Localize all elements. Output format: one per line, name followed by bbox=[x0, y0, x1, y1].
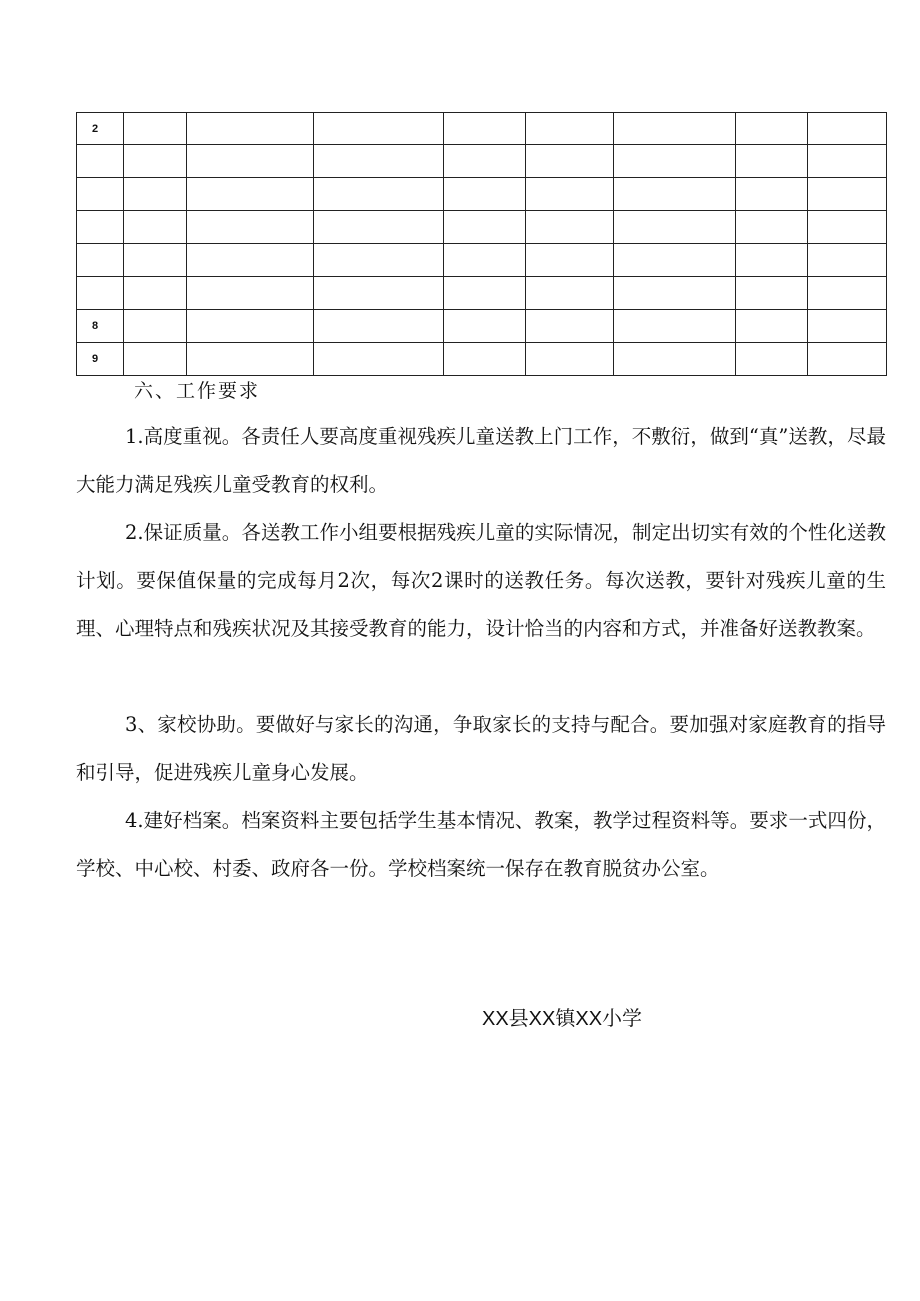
table-cell bbox=[614, 178, 736, 211]
table-cell bbox=[187, 277, 314, 310]
table-row bbox=[77, 113, 887, 145]
table-row bbox=[77, 244, 887, 277]
requirement-paragraph-1: 1.高度重视。各责任人要高度重视残疾儿童送教上门工作，不敷衍，做到“真”送教，尽最大能力满足残疾儿童受教育的权利。 bbox=[76, 425, 886, 496]
table-cell bbox=[124, 113, 187, 145]
table-cell bbox=[314, 277, 444, 310]
table-cell bbox=[187, 145, 314, 178]
requirement-paragraph-3: 3、家校协助。要做好与家长的沟通，争取家长的支持与配合。要加强对家庭教育的指导和引导，促进残疾儿童身心发展。 bbox=[76, 713, 886, 784]
table-cell bbox=[736, 145, 808, 178]
table-cell bbox=[124, 310, 187, 343]
table-cell bbox=[526, 211, 614, 244]
table-cell bbox=[736, 211, 808, 244]
table-cell bbox=[526, 178, 614, 211]
table-cell bbox=[444, 244, 526, 277]
table-cell bbox=[736, 277, 808, 310]
row-number-cell bbox=[77, 145, 124, 178]
table-cell bbox=[736, 178, 808, 211]
row-number-cell bbox=[77, 277, 124, 310]
requirement-paragraph-2: 2.保证质量。各送教工作小组要根据残疾儿童的实际情况，制定出切实有效的个性化送教计划。要保值保量的完成每月2次，每次2课时的送教任务。每次送教，要针对残疾儿童的生理、心理特点和残疾状况及其接受教育的能力，设计恰当的内容和方式，并准备好送教教案。 bbox=[76, 521, 886, 640]
row-number-cell bbox=[77, 178, 124, 211]
table-cell bbox=[526, 145, 614, 178]
table-cell bbox=[736, 113, 808, 145]
table-row bbox=[77, 277, 887, 310]
section-heading: 六、工作要求 bbox=[134, 380, 261, 402]
table-cell bbox=[614, 277, 736, 310]
table-cell bbox=[614, 310, 736, 343]
table-cell bbox=[187, 244, 314, 277]
table-cell bbox=[808, 113, 887, 145]
table-cell bbox=[736, 343, 808, 376]
school-signature: XX县XX镇XX小学 bbox=[482, 1008, 643, 1030]
table-cell bbox=[808, 343, 887, 376]
student-table bbox=[76, 112, 887, 376]
table-cell bbox=[124, 178, 187, 211]
table-cell bbox=[314, 211, 444, 244]
table-cell bbox=[526, 277, 614, 310]
table-cell bbox=[444, 343, 526, 376]
table-cell bbox=[808, 310, 887, 343]
table-cell bbox=[444, 277, 526, 310]
table-cell bbox=[187, 178, 314, 211]
table-cell bbox=[187, 113, 314, 145]
table-cell bbox=[808, 211, 887, 244]
table-cell bbox=[444, 113, 526, 145]
table-row bbox=[77, 211, 887, 244]
table-cell bbox=[526, 310, 614, 343]
table-row bbox=[77, 145, 887, 178]
table-cell bbox=[808, 277, 887, 310]
table-cell bbox=[614, 211, 736, 244]
row-number-cell bbox=[77, 244, 124, 277]
row-number-cell bbox=[77, 211, 124, 244]
table-cell bbox=[526, 244, 614, 277]
row-number-cell: 2 bbox=[77, 113, 124, 145]
table-cell bbox=[187, 310, 314, 343]
table-cell bbox=[614, 343, 736, 376]
table-cell bbox=[444, 310, 526, 343]
table-cell bbox=[124, 145, 187, 178]
row-number-cell: 9 bbox=[77, 343, 124, 376]
table-cell bbox=[314, 145, 444, 178]
table-cell bbox=[526, 343, 614, 376]
table-row bbox=[77, 310, 887, 343]
table-cell bbox=[444, 211, 526, 244]
table-cell bbox=[187, 343, 314, 376]
table-cell bbox=[614, 113, 736, 145]
table-cell bbox=[614, 145, 736, 178]
table-cell bbox=[187, 211, 314, 244]
table-cell bbox=[124, 211, 187, 244]
requirement-paragraph-4: 4.建好档案。档案资料主要包括学生基本情况、教案，教学过程资料等。要求一式四份，学校、中心校、村委、政府各一份。学校档案统一保存在教育脱贫办公室。 bbox=[76, 809, 886, 880]
table-cell bbox=[736, 244, 808, 277]
table-cell bbox=[314, 244, 444, 277]
table-cell bbox=[736, 310, 808, 343]
table-cell bbox=[526, 113, 614, 145]
table-cell bbox=[314, 343, 444, 376]
table-row bbox=[77, 178, 887, 211]
table-cell bbox=[124, 244, 187, 277]
table-cell bbox=[808, 244, 887, 277]
table-cell bbox=[808, 178, 887, 211]
table-cell bbox=[314, 113, 444, 145]
table-cell bbox=[314, 178, 444, 211]
table-cell bbox=[124, 343, 187, 376]
table-cell bbox=[124, 277, 187, 310]
table-row bbox=[77, 343, 887, 376]
table-cell bbox=[444, 145, 526, 178]
table-cell bbox=[444, 178, 526, 211]
table-cell bbox=[614, 244, 736, 277]
table-cell bbox=[314, 310, 444, 343]
row-number-cell: 8 bbox=[77, 310, 124, 343]
table-cell bbox=[808, 145, 887, 178]
